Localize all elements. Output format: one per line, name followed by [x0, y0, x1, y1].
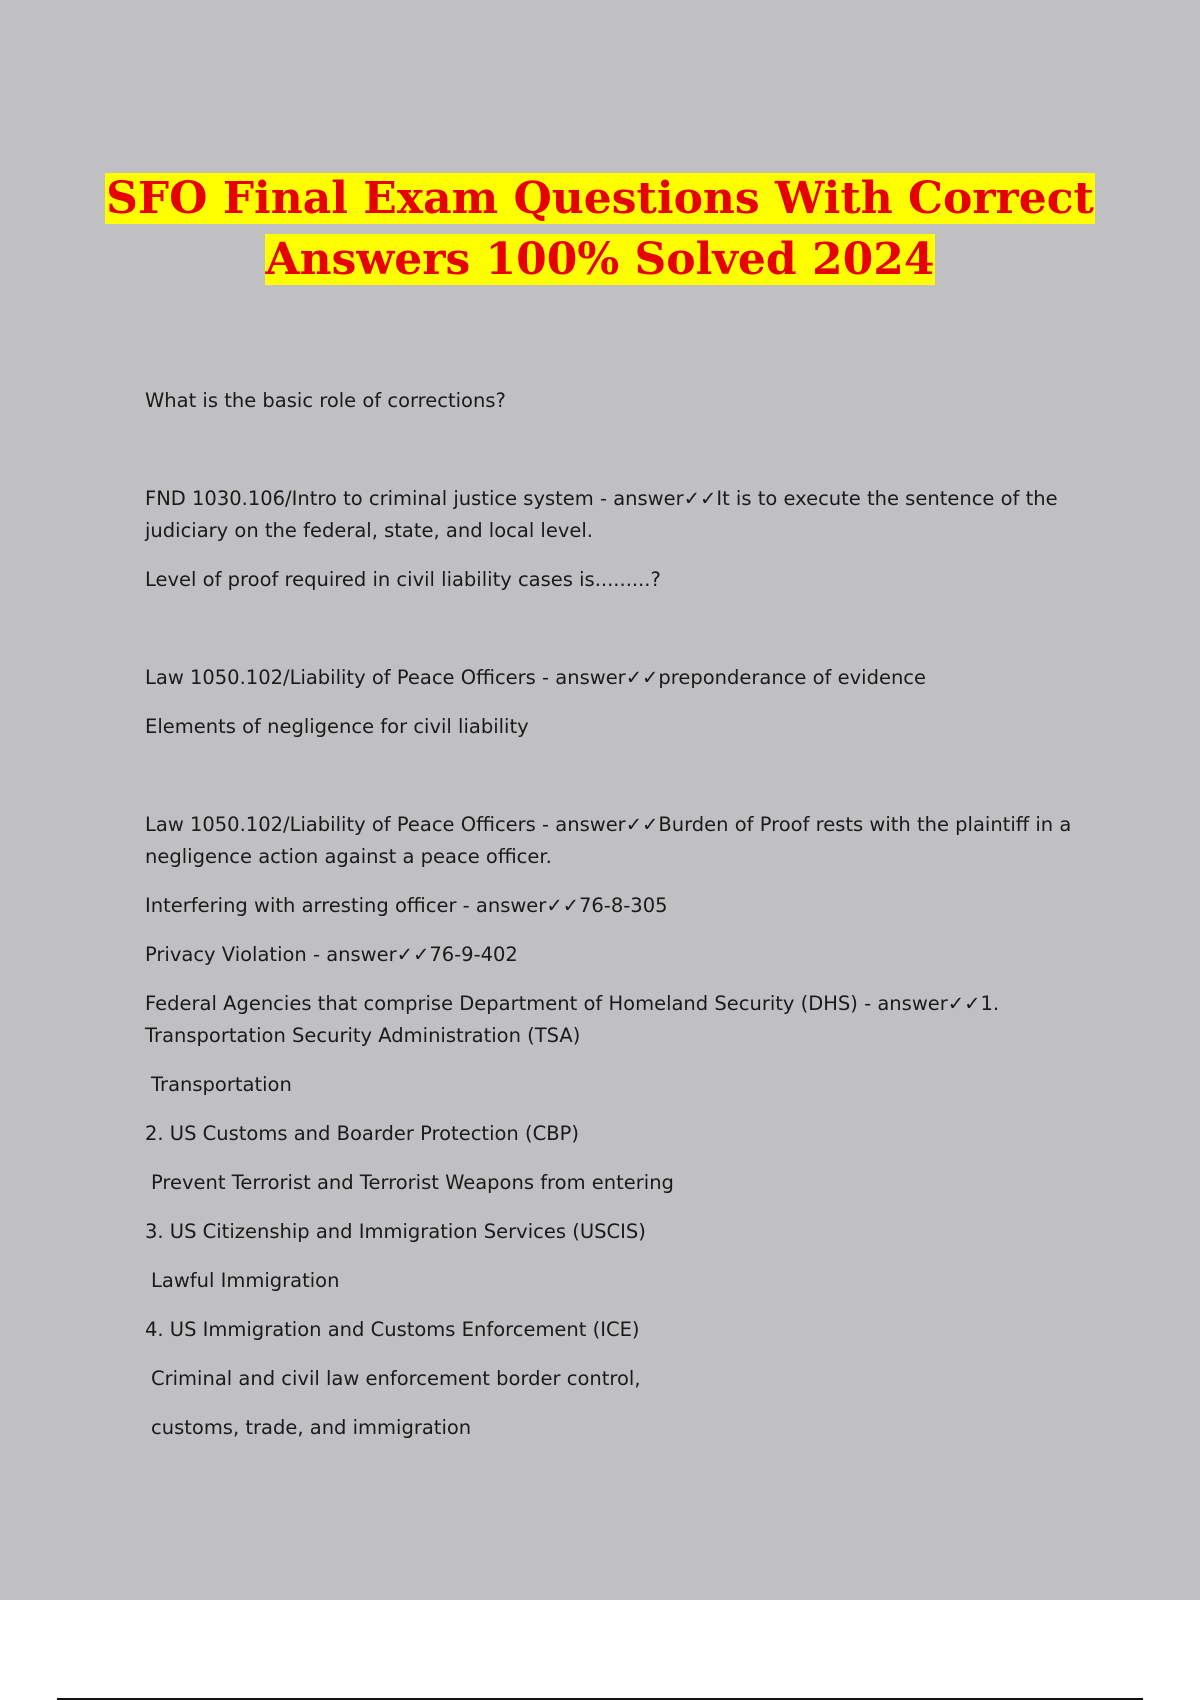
question-elements-negligence: Elements of negligence for civil liability: [145, 715, 529, 738]
qa-dhs-agencies: Federal Agencies that comprise Department of Homeland Security (DHS) - answer✓✓1. Transportation Security Administration (TSA): [145, 992, 1006, 1047]
list-item: Lawful Immigration: [151, 1269, 340, 1292]
list-item: Prevent Terrorist and Terrorist Weapons from entering: [151, 1171, 674, 1194]
list-item: Criminal and civil law enforcement border control,: [151, 1367, 641, 1390]
list-item: customs, trade, and immigration: [151, 1416, 472, 1439]
qa-privacy-violation: Privacy Violation - answer✓✓76-9-402: [145, 943, 518, 966]
list-item: 2. US Customs and Boarder Protection (CBP): [145, 1122, 579, 1145]
title-line-1: SFO Final Exam Questions With Correct: [106, 173, 1094, 224]
document-title: [0, 168, 1200, 290]
document-body: [145, 385, 1105, 1461]
title-line-2: Answers 100% Solved 2024: [265, 234, 935, 285]
question-level-of-proof: Level of proof required in civil liability cases is.........?: [145, 568, 661, 591]
list-item: Transportation: [151, 1073, 292, 1096]
answer-level-of-proof: Law 1050.102/Liability of Peace Officers - answer✓✓preponderance of evidence: [145, 666, 927, 689]
answer-elements-negligence: Law 1050.102/Liability of Peace Officers - answer✓✓Burden of Proof rests with the plaintiff in a negligence action against a peace officer.: [145, 813, 1078, 868]
list-item: 3. US Citizenship and Immigration Services (USCIS): [145, 1220, 646, 1243]
list-item: 4. US Immigration and Customs Enforcement (ICE): [145, 1318, 640, 1341]
answer-basic-role: FND 1030.106/Intro to criminal justice system - answer✓✓It is to execute the sentence of the judiciary on the federal, state, and local level.: [145, 487, 1064, 542]
qa-interfering-officer: Interfering with arresting officer - answer✓✓76-8-305: [145, 894, 668, 917]
question-basic-role: What is the basic role of corrections?: [145, 389, 506, 412]
